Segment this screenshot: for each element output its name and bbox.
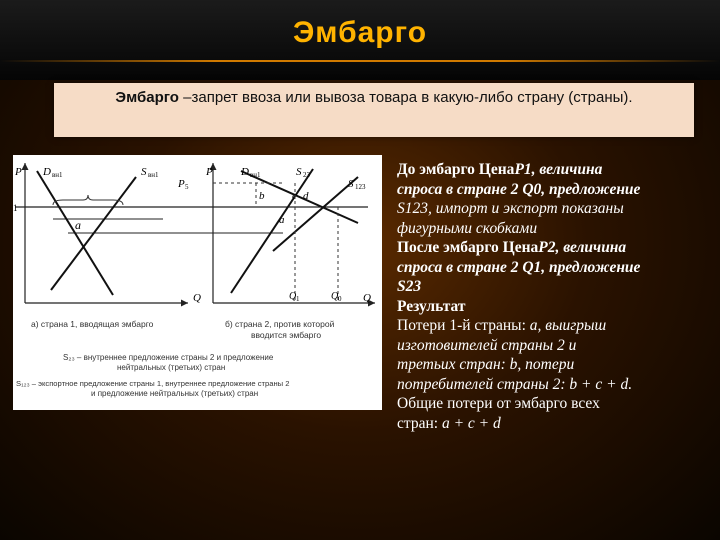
before-embargo-line2: спроса в стране 2 Q0, предложение <box>397 180 641 198</box>
after-embargo-line1: После эмбарго ЦенаP2, величина <box>397 239 627 256</box>
label-q0: Q <box>331 291 339 302</box>
result-line2: изготовителей страны 2 и <box>397 336 577 354</box>
definition-term: Эмбарго <box>115 89 179 106</box>
label-s123: S <box>348 178 354 190</box>
before-embargo-line1: До эмбарго ЦенаP1, величина <box>397 161 603 178</box>
caption-left: a) страна 1, вводящая эмбарго <box>31 319 154 329</box>
label-s-left: S <box>141 166 147 178</box>
caption-right-2: вводится эмбарго <box>251 330 322 340</box>
slide-title: Эмбарго <box>292 16 428 49</box>
before-embargo-line3: S123, импорт и экспорт показаны <box>397 200 624 217</box>
title-bar <box>0 0 720 80</box>
label-s23-top: S <box>296 166 302 178</box>
right-supply-s23 <box>231 169 313 293</box>
label-q1-sub: 1 <box>296 295 300 303</box>
label-p-left: P <box>15 166 22 178</box>
definition-box <box>54 83 694 137</box>
label-c: c <box>292 190 297 202</box>
label-d-right: D <box>241 166 249 178</box>
title-divider <box>0 60 720 62</box>
label-q0-sub: 0 <box>338 295 342 303</box>
label-s123-sub: 123 <box>355 183 366 191</box>
label-s23-top-sub: 23 <box>303 171 310 179</box>
label-q-right: Q <box>363 292 371 304</box>
label-d: d <box>303 190 309 202</box>
label-q-left: Q <box>193 292 201 304</box>
label-p5-sub: 5 <box>185 183 189 191</box>
label-d-left-sub: вн1 <box>52 171 63 179</box>
label-a-left: a <box>75 218 81 232</box>
label-p-right: P <box>206 166 213 178</box>
left-brace <box>53 195 123 205</box>
label-q1: Q <box>289 291 297 302</box>
label-a-right: a <box>279 214 285 226</box>
before-embargo-line4: фигурными скобками <box>397 219 538 237</box>
result-line5: Общие потери от эмбарго всех <box>397 395 600 412</box>
caption-right-1: б) страна 2, против которой <box>225 319 335 329</box>
explanation-panel <box>397 160 720 460</box>
note2-line1: S₁₂₃ – экспортное предложение страны 1, внутреннее предложение страны 2 <box>16 379 290 388</box>
label-d-left: D <box>43 166 51 178</box>
note1-line2: нейтральных (третьих) стран <box>117 363 226 372</box>
embargo-diagram <box>13 155 382 410</box>
note1-line1: S₂₃ – внутреннее предложение страны 2 и предложение <box>63 353 274 362</box>
label-b: b <box>259 190 265 202</box>
diagram-svg <box>13 155 382 410</box>
result-line1: Потери 1-й страны: a, выигрыш <box>397 317 607 334</box>
result-line6: стран: a + c + d <box>397 414 501 432</box>
label-s-left-sub: вн1 <box>148 171 159 179</box>
result-heading: Результат <box>397 297 466 315</box>
result-line4: потребителей страны 2: b + c + d. <box>397 375 633 393</box>
result-line3: третьих стран: b, потери <box>397 356 575 373</box>
after-embargo-line3: S23 <box>397 278 422 295</box>
label-d-right-sub: вн1 <box>250 171 261 179</box>
label-p5: P <box>178 178 185 190</box>
after-embargo-line2: спроса в стране 2 Q1, предложение <box>397 258 641 276</box>
right-supply-s123 <box>273 177 358 251</box>
label-p1-left: 1 <box>13 203 18 213</box>
definition-text: –запрет ввоза или вывоза товара в какую-либо страну (страны). <box>178 89 633 106</box>
note2-line2: и предложение нейтральных (третьих) стран <box>91 389 259 398</box>
